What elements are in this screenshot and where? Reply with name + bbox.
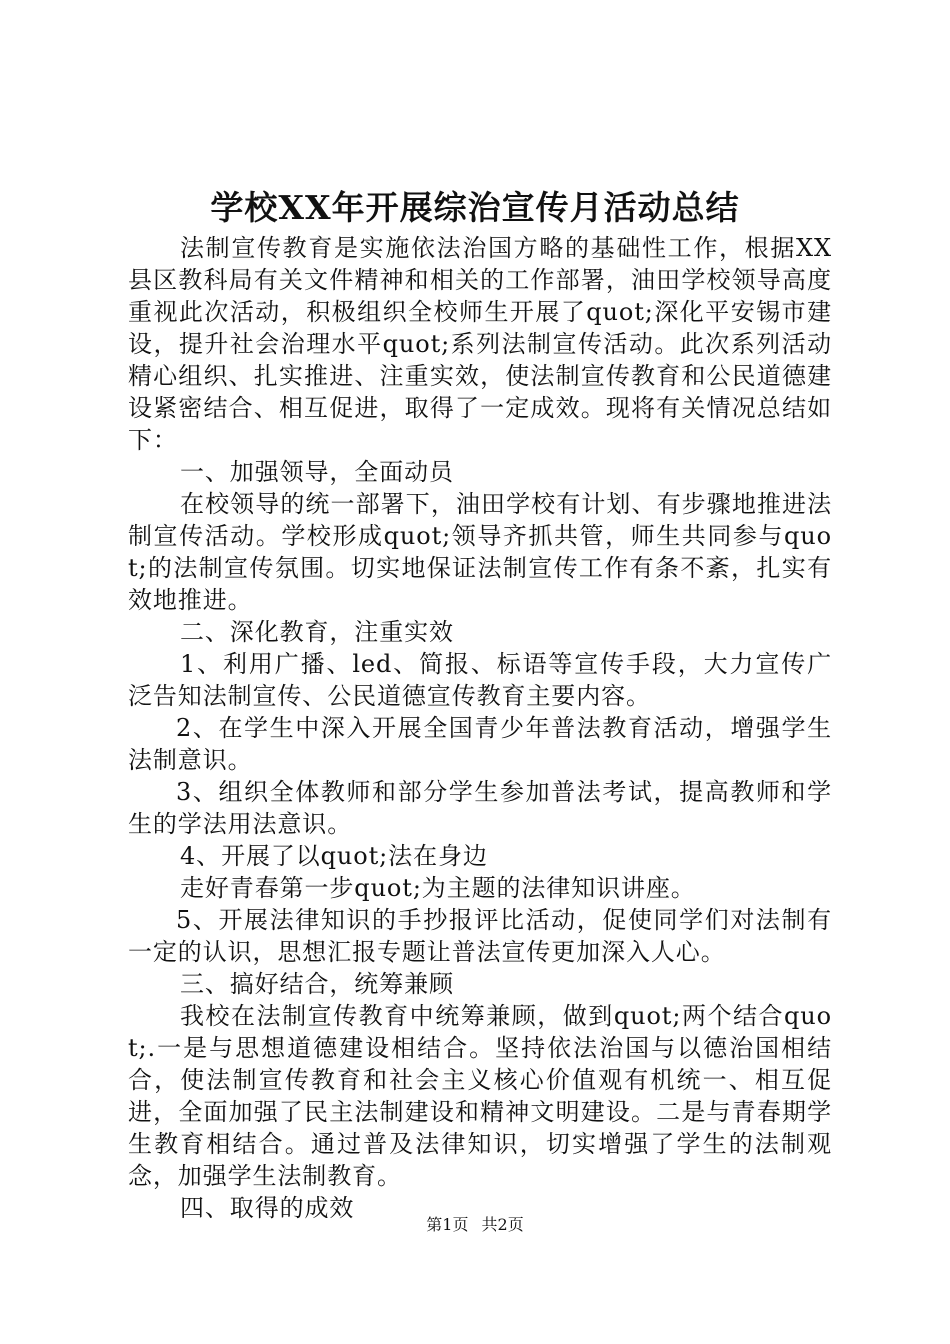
- paragraph-section-1: 在校领导的统一部署下，油田学校有计划、有步骤地推进法制宣传活动。学校形成quot;领导齐抓共管，师生共同参与quot;的法制宣传氛围。切实地保证法制宣传工作有条不紊，扎实有效地推进。: [128, 490, 832, 614]
- list-item-1: 1、利用广播、led、简报、标语等宣传手段，大力宣传广泛告知法制宣传、公民道德宣传教育主要内容。: [128, 650, 832, 710]
- section-heading-2: 二、深化教育，注重实效: [180, 618, 454, 646]
- list-item-4: 4、开展了以quot;法在身边: [180, 842, 488, 870]
- section-heading-1: 一、加强领导，全面动员: [180, 458, 454, 486]
- list-item-2: 2、在学生中深入开展全国青少年普法教育活动，增强学生法制意识。: [128, 714, 832, 774]
- document-body: [128, 232, 832, 1224]
- section-heading-4: 四、取得的成效: [180, 1194, 355, 1222]
- list-item-4-continued: 走好青春第一步quot;为主题的法律知识讲座。: [180, 874, 696, 902]
- page-number: 第1页: [426, 1215, 469, 1234]
- page-total: 共2页: [481, 1215, 524, 1234]
- section-heading-3: 三、搞好结合，统筹兼顾: [180, 970, 454, 998]
- paragraph-section-3: 我校在法制宣传教育中统筹兼顾，做到quot;两个结合quot;.一是与思想道德建设相结合。坚持依法治国与以德治国相结合，使法制宣传教育和社会主义核心价值观有机统一、相互促进，全面加强了民主法制建设和精神文明建设。二是与青春期学生教育相结合。通过普及法律知识，切实增强了学生的法制观念，加强学生法制教育。: [128, 1002, 832, 1190]
- page-footer: [0, 1213, 950, 1237]
- list-item-3: 3、组织全体教师和部分学生参加普法考试，提高教师和学生的学法用法意识。: [128, 778, 832, 838]
- paragraph-intro: 法制宣传教育是实施依法治国方略的基础性工作，根据XX县区教科局有关文件精神和相关的工作部署，油田学校领导高度重视此次活动，积极组织全校师生开展了quot;深化平安锡市建设，提升社会治理水平quot;系列法制宣传活动。此次系列活动精心组织、扎实推进、注重实效，使法制宣传教育和公民道德建设紧密结合、相互促进，取得了一定成效。现将有关情况总结如下：: [128, 234, 832, 454]
- list-item-5: 5、开展法律知识的手抄报评比活动，促使同学们对法制有一定的认识，思想汇报专题让普法宣传更加深入人心。: [128, 906, 832, 966]
- document-title: 学校XX年开展综治宣传月活动总结: [210, 188, 740, 227]
